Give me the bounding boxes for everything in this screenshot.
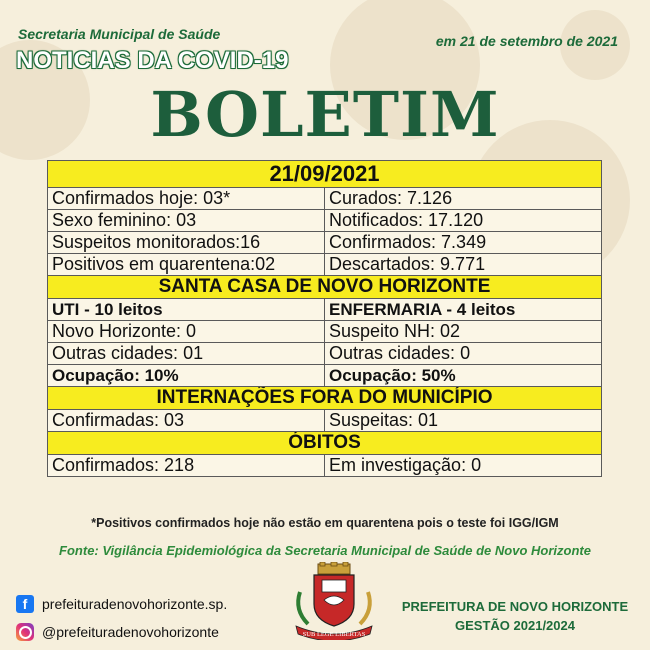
table-row xyxy=(48,299,602,321)
secretaria-label: Secretaria Municipal de Saúde xyxy=(18,26,221,42)
table-cell: Ocupação: 50% xyxy=(325,365,602,387)
table-cell: Sexo feminino: 03 xyxy=(48,210,325,232)
prefeitura-signature xyxy=(380,597,650,635)
obitos-header: ÓBITOS xyxy=(48,432,602,455)
instagram-icon xyxy=(16,623,34,641)
source-note: Fonte: Vigilância Epidemiológica da Secretaria Municipal de Saúde de Novo Horizonte xyxy=(59,543,591,558)
internacoes-header: INTERNAÇÕES FORA DO MUNICÍPIO xyxy=(48,387,602,410)
table-row xyxy=(48,387,602,410)
table-row xyxy=(48,321,602,343)
page-title: BOLETIM xyxy=(150,78,500,151)
table-row xyxy=(48,210,602,232)
table-cell: Outras cidades: 01 xyxy=(48,343,325,365)
instagram-link[interactable] xyxy=(16,622,219,642)
table-cell: Notificados: 17.120 xyxy=(325,210,602,232)
table-row xyxy=(48,343,602,365)
table-cell: Confirmadas: 03 xyxy=(48,410,325,432)
table-row xyxy=(48,455,602,477)
table-cell: Confirmados: 218 xyxy=(48,455,325,477)
table-cell: Em investigação: 0 xyxy=(325,455,602,477)
table-cell: Descartados: 9.771 xyxy=(325,254,602,276)
table-row xyxy=(48,254,602,276)
prefeitura-name: PREFEITURA DE NOVO HORIZONTE xyxy=(401,599,629,614)
table-cell: Novo Horizonte: 0 xyxy=(48,321,325,343)
table-cell: Positivos em quarentena:02 xyxy=(48,254,325,276)
table-date-header: 21/09/2021 xyxy=(48,161,602,188)
table-row xyxy=(48,365,602,387)
crest-motto: SUB LEGE LIBERTAS xyxy=(302,631,366,638)
table-cell: Confirmados hoje: 03* xyxy=(48,188,325,210)
facebook-icon: f xyxy=(16,595,34,613)
table-row xyxy=(48,161,602,188)
gestao-label: GESTÃO 2021/2024 xyxy=(455,618,575,633)
instagram-handle: @prefeituradenovohorizonte xyxy=(42,624,219,640)
table-cell: Confirmados: 7.349 xyxy=(325,232,602,254)
table-row xyxy=(48,276,602,299)
santa-casa-header: SANTA CASA DE NOVO HORIZONTE xyxy=(48,276,602,299)
footnote: *Positivos confirmados hoje não estão em quarentena pois o teste foi IGG/IGM xyxy=(91,516,559,530)
table-cell: Suspeitas: 01 xyxy=(325,410,602,432)
facebook-link[interactable] xyxy=(16,594,227,614)
table-cell: UTI - 10 leitos xyxy=(48,299,325,321)
table-cell: Ocupação: 10% xyxy=(48,365,325,387)
table-row xyxy=(48,188,602,210)
table-cell: Suspeito NH: 02 xyxy=(325,321,602,343)
facebook-handle: prefeituradenovohorizonte.sp. xyxy=(42,596,228,612)
table-row xyxy=(48,432,602,455)
coat-of-arms-icon xyxy=(290,562,378,640)
bulletin-date: em 21 de setembro de 2021 xyxy=(435,33,618,49)
table-cell: Suspeitos monitorados:16 xyxy=(48,232,325,254)
table-cell: ENFERMARIA - 4 leitos xyxy=(325,299,602,321)
table-row xyxy=(48,410,602,432)
bulletin-table xyxy=(47,160,602,477)
page-subtitle: NOTICIAS DA COVID-19 xyxy=(16,47,289,74)
table-row xyxy=(48,232,602,254)
table-cell: Curados: 7.126 xyxy=(325,188,602,210)
table-cell: Outras cidades: 0 xyxy=(325,343,602,365)
